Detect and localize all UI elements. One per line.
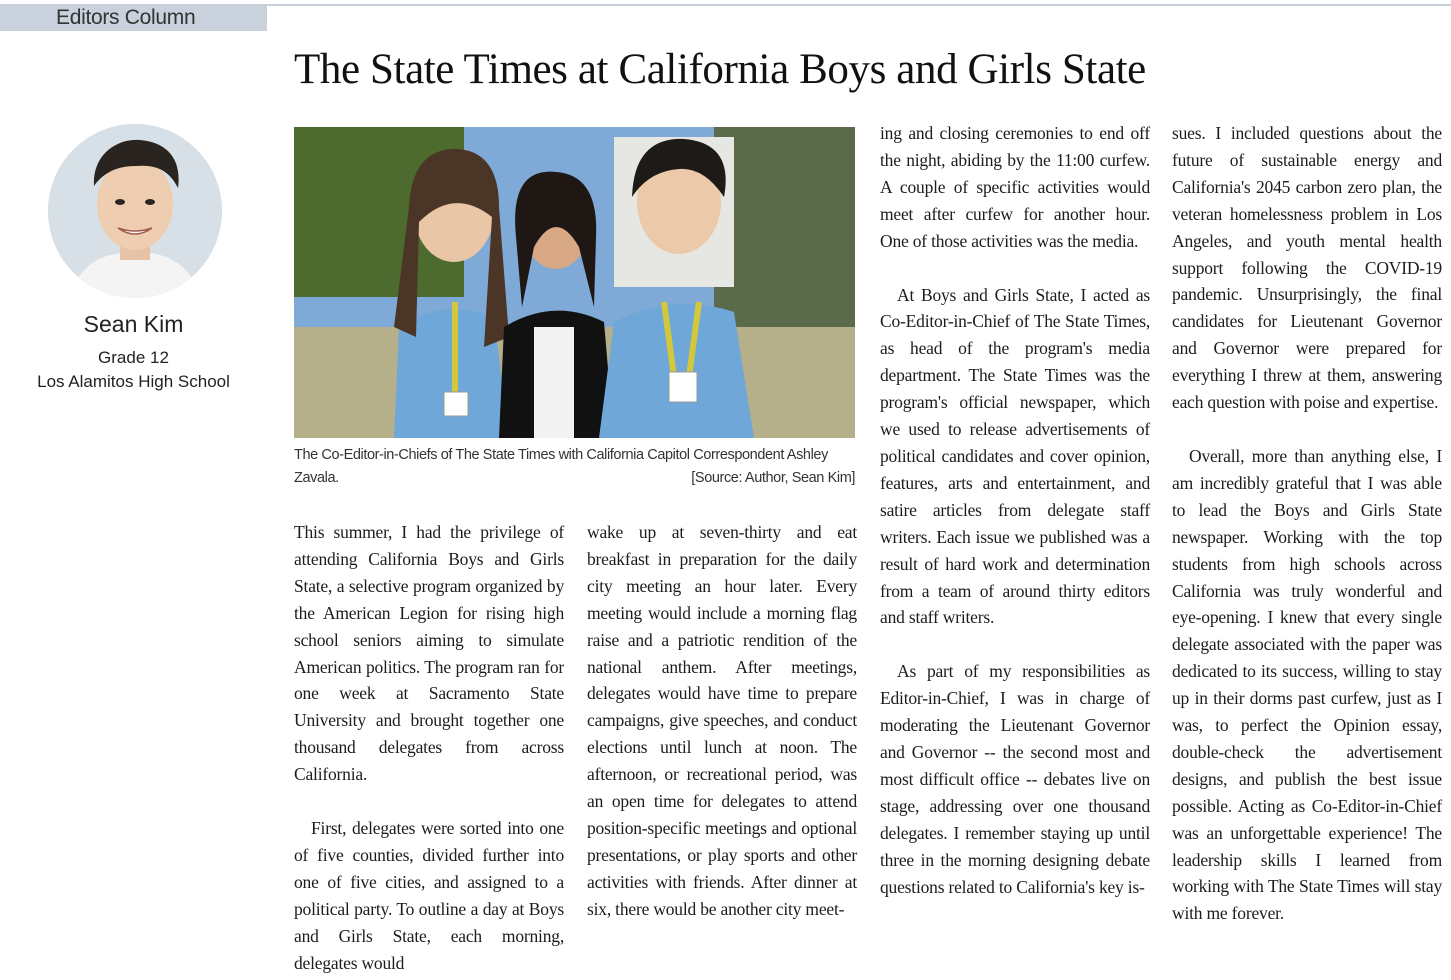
photo-caption-block: [294, 444, 855, 490]
article-column-4: [1172, 120, 1442, 927]
photo-caption: The Co-Editor-in-Chiefs of The State Times with California Capitol Correspondent Ashley Zavala.: [294, 447, 828, 486]
paragraph: ing and closing ceremonies to end off the night, abiding by the 11:00 curfew. A couple of specific activities would meet after curfew for another hour. One of those activities was the media.: [880, 123, 1150, 251]
photo-credit: [Source: Author, Sean Kim]: [691, 470, 855, 486]
section-label: Editors Column: [0, 4, 267, 31]
author-school: Los Alamitos High School: [37, 372, 230, 391]
headline: The State Times at California Boys and Girls State: [294, 46, 1146, 93]
paragraph: At Boys and Girls State, I acted as Co-Editor-in-Chief of The State Times, as head of the program's media department. The State Times was the program's official newspaper, which we used to release advertisements of political candidates and cover opinion, features, arts and entertainment, and satire articles from delegate staff writers. Each issue we published was a result of hard work and determination from a team of around thirty editors and staff writers.: [880, 284, 1150, 628]
author-name: Sean Kim: [83, 311, 184, 337]
author-avatar: [48, 124, 222, 298]
article-column-1: [294, 519, 564, 977]
paragraph: Overall, more than anything else, I am incredibly grateful that I was able to lead the Boys and Girls State newspaper. Working with the top students from high schools across California was truly wonderful and eye-opening. I knew that every single delegate associated with the paper was dedicated to its success, willing to stay up in their dorms past curfew, just as I was, to perfect the Opinion essay, double-check the advertisement designs, and publish the best issue possible. Acting as Co-Editor-in-Chief was an unforgettable experience! The leadership skills I learned from working with The State Times will stay with me forever.: [1172, 445, 1442, 924]
paragraph: First, delegates were sorted into one of five counties, divided further into one of five cities, and assigned to a political party. To outline a day at Boys and Girls State, each morning, delegates would: [294, 818, 564, 973]
article-photo: [294, 127, 855, 438]
paragraph: As part of my responsibilities as Editor-in-Chief, I was in charge of moderating the Lieutenant Governor and Governor -- the second most and most difficult office -- debates live on stage, addressing over one thousand delegates. I remember staying up until three in the morning designing debate questions related to California's key is-: [880, 661, 1150, 897]
paragraph: wake up at seven-thirty and eat breakfast in preparation for the daily city meeting an hour later. Every meeting would include a morning flag raise and a patriotic rendition of the national anthem. After meetings, delegates would have time to prepare campaigns, give speeches, and conduct elections until lunch at noon. The afternoon, or recreational period, was an open time for delegates to attend position-specific meetings and optional presentations, or play sports and other activities with friends. After dinner at six, there would be another city meet-: [587, 522, 857, 919]
top-rule: [267, 4, 1451, 6]
paragraph: sues. I included questions about the future of sustainable energy and California's 2045 carbon zero plan, the veteran homelessness problem in Los Angeles, and youth mental health support following the COVID-19 pandemic. Unsurprisingly, the final candidates for Lieutenant Governor and Governor were prepared for everything I threw at them, answering each question with poise and expertise.: [1172, 123, 1442, 413]
article-column-2: [587, 519, 857, 923]
author-portrait: [48, 124, 222, 298]
paragraph: This summer, I had the privilege of attending California Boys and Girls State, a selective program organized by the American Legion for rising high school seniors aiming to simulate American politics. The program ran for one week at Sacramento State University and brought together one thousand delegates from across California.: [294, 522, 564, 785]
group-photo-illustration: [294, 127, 855, 438]
author-grade: Grade 12: [98, 348, 169, 367]
article-column-3: [880, 120, 1150, 900]
